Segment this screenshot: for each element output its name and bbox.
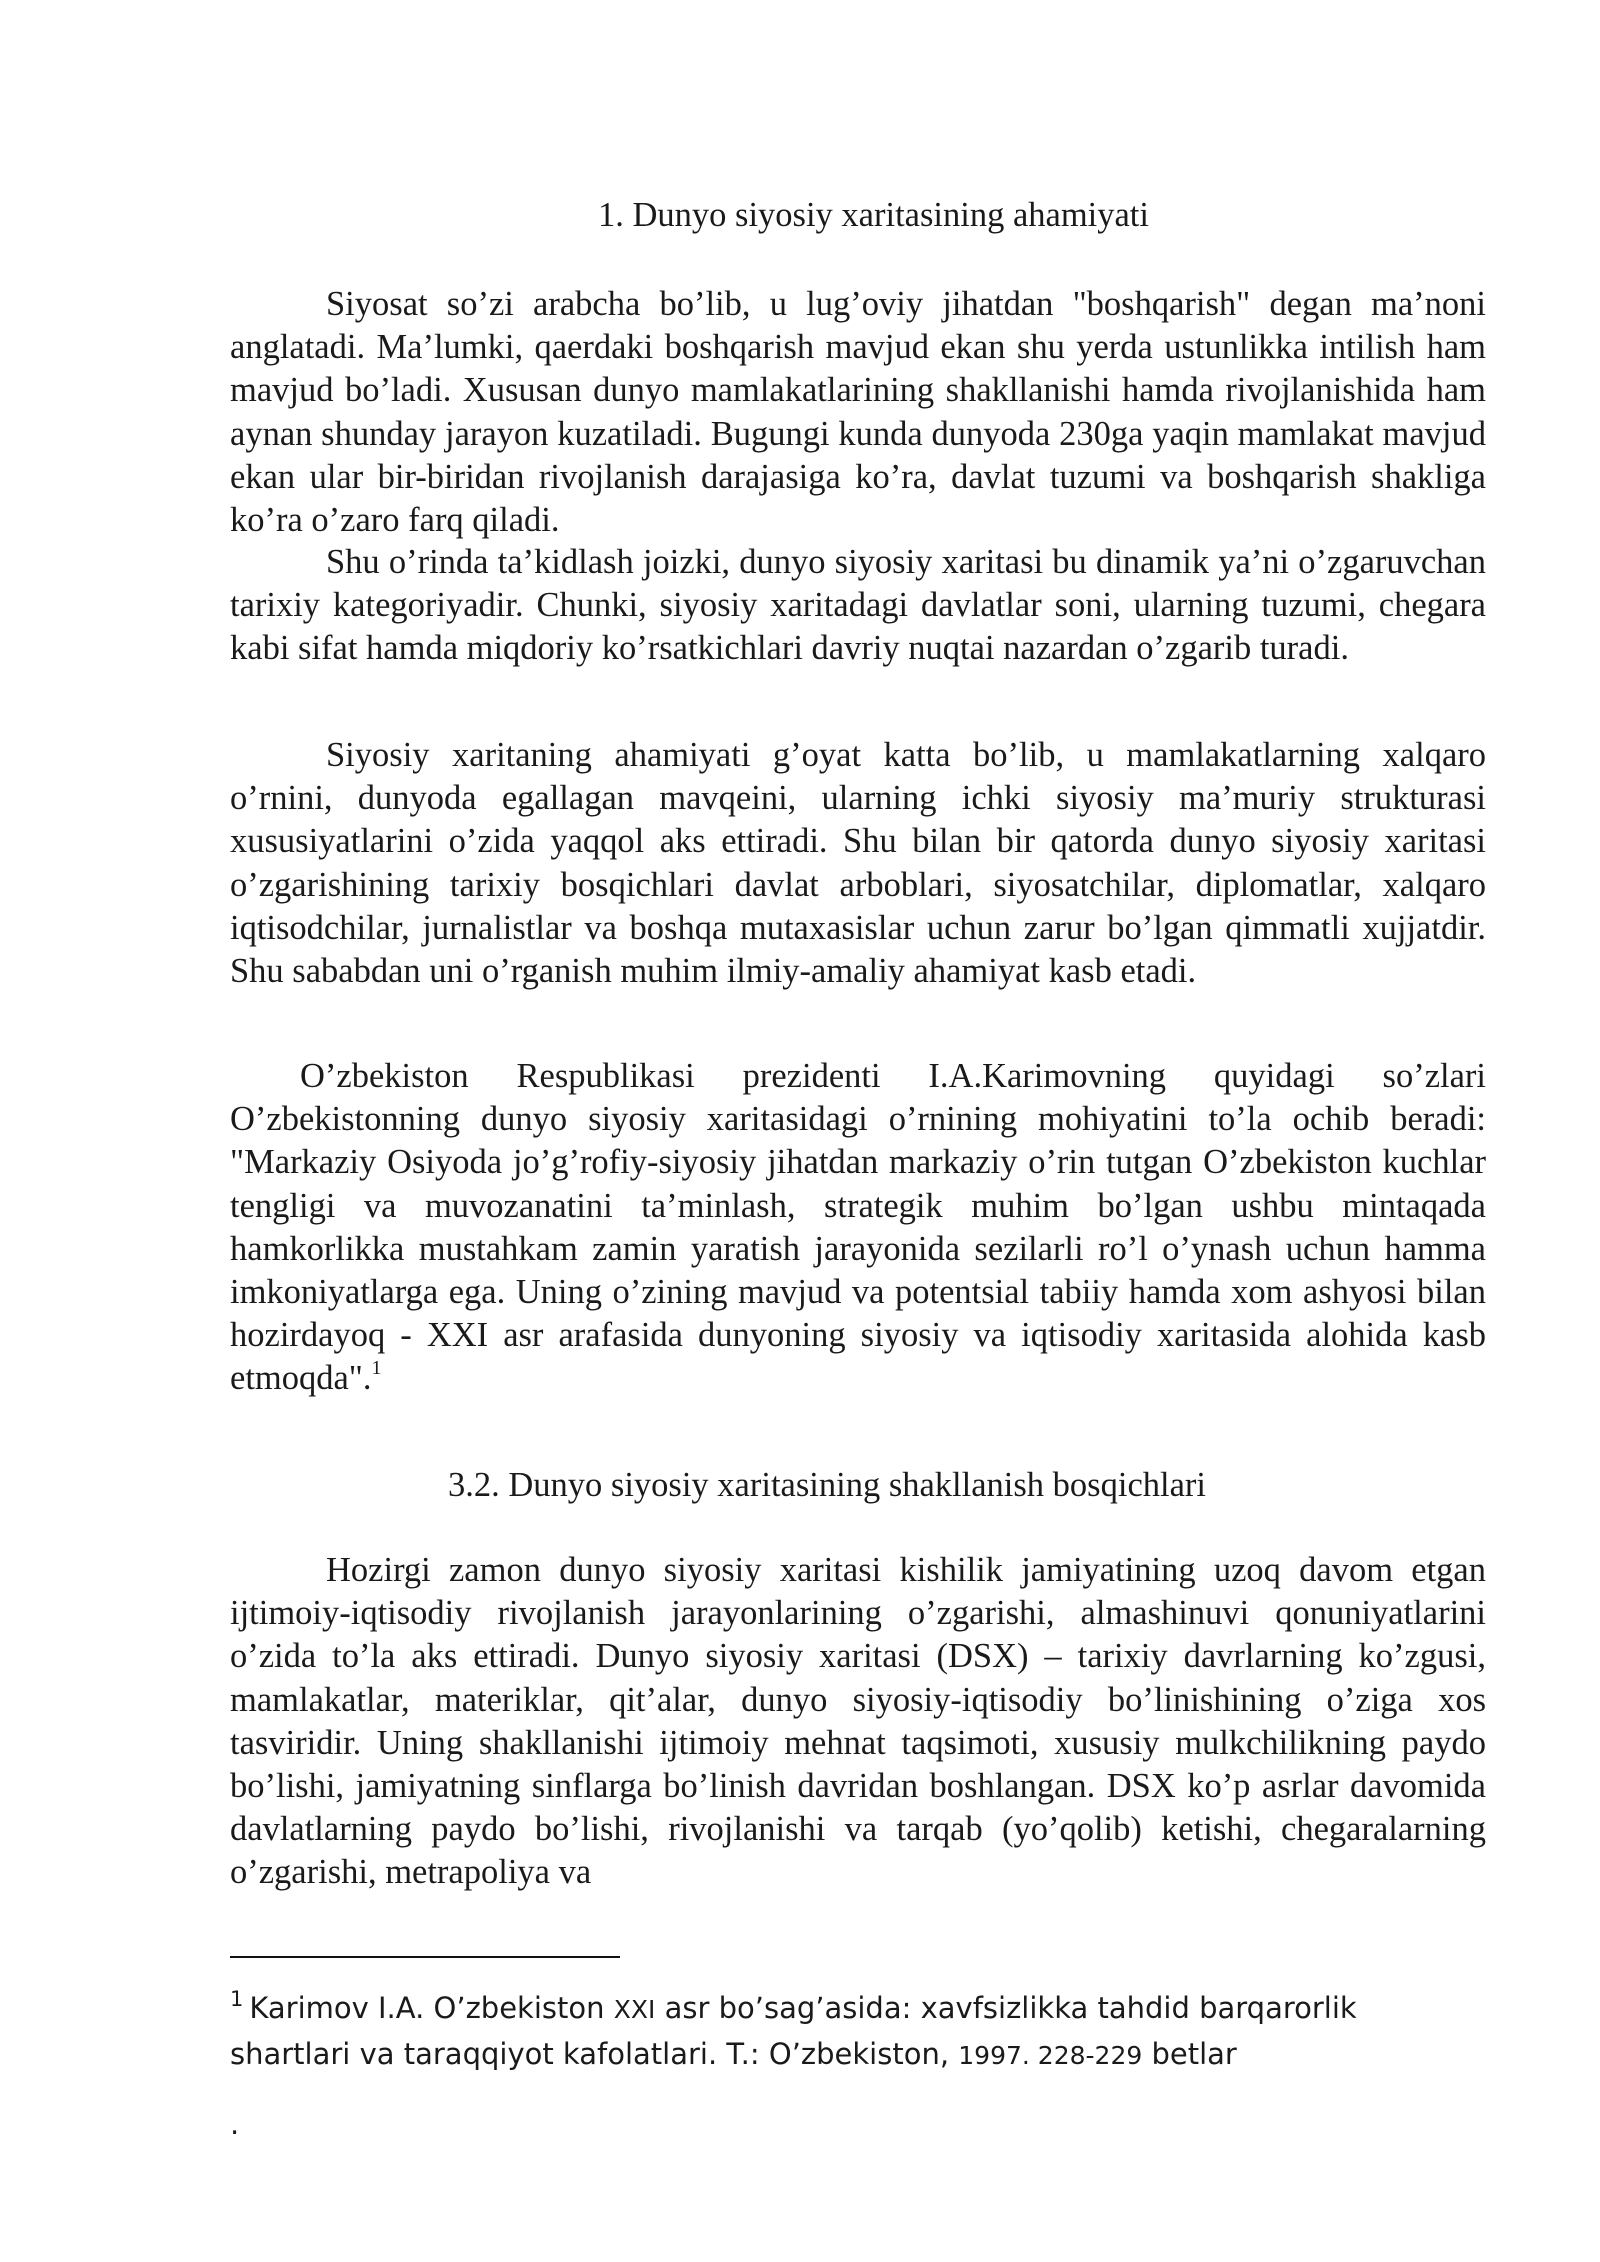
- footnote-trailing-mark: .: [230, 2107, 240, 2141]
- footnote-separator: [230, 1956, 620, 1958]
- paragraph: Siyosiy xaritaning ahamiyati g’oyat katta bo’lib, u mamlakatlarning xalqaro o’rnini, dunyoda egallagan mavqeini, ularning ichki siyosiy ma’muriy strukturasi xususiyatlarini o’zida yaqqol aks ettiradi. Shu bilan bir qatorda dunyo siyosiy xaritasi o’zgarishining tarixiy bosqichlari davlat arboblari, siyosatchilar, diplomatlar, xalqaro iqtisodchilar, jurnalistlar va boshqa mutaxasislar uchun zarur bo’lgan qimmatli xujjatdir. Shu sababdan uni o’rganish muhim ilmiy-amaliy ahamiyat kasb etadi.: [230, 736, 1486, 991]
- section-title-2: 3.2. Dunyo siyosiy xaritasining shakllanish bosqichlari: [448, 1466, 1206, 1504]
- footnote-reference[interactable]: 1: [371, 1357, 382, 1380]
- paragraph: Hozirgi zamon dunyo siyosiy xaritasi kishilik jamiyatining uzoq davom etgan ijtimoiy-iqtisodiy rivojlanish jarayonlarining o’zgarishi, almashinuvi qonuniyatlarini o’zida to’la aks ettiradi. Dunyo siyosiy xaritasi (DSX) – tarixiy davrlarning ko’zgusi, mamlakatlar, materiklar, qit’alar, dunyo siyosiy-iqtisodiy bo’linishining o’ziga xos tasviridir. Uning shakllanishi ijtimoiy mehnat taqsimoti, xususiy mulkchilikning paydo bo’lishi, jamiyatning sinflarga bo’linish davridan boshlangan. DSX ko’p asrlar davomida davlatlarning paydo bo’lishi, rivojlanishi va tarqab (yo’qolib) ketishi, chegaralarning o’zgarishi, metrapoliya va: [230, 1551, 1486, 1892]
- footnote-text-part: 1997. 228-229: [958, 2041, 1143, 2070]
- footnote-text-part: XXI: [613, 1995, 656, 2024]
- quote-text: O’zbekiston Respublikasi prezidenti I.A.Karimovning quyidagi so’zlari O’zbekistonning dunyo siyosiy xaritasidagi o’rnining mohiyatini to’la ochib beradi: "Markaziy Osiyoda jo’g’rofiy-siyosiy jihatdan markaziy o’rin tutgan O’zbekiston kuchlar tengligi va muvozanatini ta’minlash, strategik muhim bo’lgan ushbu mintaqada hamkorlikka mustahkam zamin yaratish jarayonida sezilarli ro’l o’ynash uchun hamma imkoniyatlarga ega. Uning o’zining mavjud va potentsial tabiiy hamda xom ashyosi bilan hozirdayoq - XXI asr arafasida dunyoning siyosiy va iqtisodiy xaritasida alohida kasb etmoqda".: [230, 1057, 1486, 1398]
- paragraph: Shu o’rinda ta’kidlash joizki, dunyo siyosiy xaritasi bu dinamik ya’ni o’zgaruvchan tarixiy kategoriyadir. Chunki, siyosiy xaritadagi davlatlar soni, ularning tuzumi, chegara kabi sifat hamda miqdoriy ko’rsatkichlari davriy nuqtai nazardan o’zgarib turadi.: [230, 543, 1486, 668]
- paragraph: Siyosat so’zi arabcha bo’lib, u lug’oviy jihatdan "boshqarish" degan ma’noni anglatadi. Ma’lumki, qaerdaki boshqarish mavjud ekan shu yerda ustunlikka intilish ham mavjud bo’ladi. Xususan dunyo mamlakatlarining shakllanishi hamda rivojlanishida ham aynan shunday jarayon kuzatiladi. Bugungi kunda dunyoda 230ga yaqin mamlakat mavjud ekan ular bir-biridan rivojlanish darajasiga ko’ra, davlat tuzumi va boshqarish shakliga ko’ra o’zaro farq qiladi.: [230, 285, 1486, 540]
- footnote-number: 1: [230, 1987, 244, 2012]
- footnote-text-part: betlar: [1142, 2037, 1237, 2071]
- section-title-1: 1. Dunyo siyosiy xaritasining ahamiyati: [598, 196, 1149, 234]
- footnote: [230, 1986, 1486, 2078]
- footnote-text-part: Karimov I.A. O’zbekiston: [249, 1991, 614, 2025]
- footnote-text-part: asr bo’sag’asida: xavfsizlikka tahdid barqarorlik shartlari va taraqqiyot kafolatlari. T.: O’zbekiston,: [230, 1991, 1357, 2071]
- paragraph: [230, 1055, 1486, 1401]
